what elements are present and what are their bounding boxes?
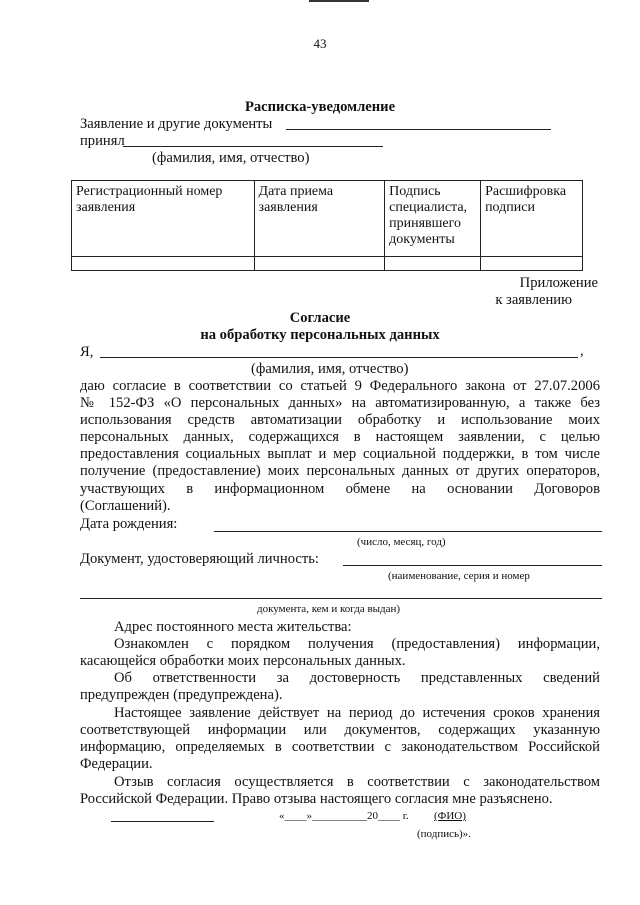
para-acquainted: касающейся обработки моих персональных данных. [80, 653, 406, 669]
id-document-line-2[interactable] [80, 598, 602, 599]
consent-i-label: Я, [80, 344, 94, 360]
consent-body-line: использования средств автоматизации обработку и использование моих [80, 412, 600, 428]
consent-body-line: получение (предоставление) моих персональных данных от других операторов, [80, 463, 600, 479]
cell-receive-date[interactable] [254, 257, 385, 271]
cell-reg-number[interactable] [72, 257, 255, 271]
cell-specialist-signature[interactable] [385, 257, 481, 271]
consent-body-line: персональных данных, содержащихся в настоящем заявлении, с целью [80, 429, 600, 445]
consent-fio-line[interactable] [100, 357, 578, 358]
para-validity: соответствующей информации или документов, содержащих указанную [80, 722, 600, 738]
dob-hint: (число, месяц, год) [357, 536, 446, 548]
consent-body-line: (Соглашений). [80, 498, 171, 514]
consent-body-line: предоставления социальных выплат и мер социальной поддержки, в том числе [80, 446, 600, 462]
para-revocation: Отзыв согласия осуществляется в соответствии с законодательством [114, 774, 600, 790]
header-reg-number: Регистрационный номер заявления [72, 181, 255, 257]
para-responsibility: Об ответственности за достоверность представленных сведений [114, 670, 600, 686]
signature-fio: (ФИО) [434, 810, 466, 822]
consent-fio-hint: (фамилия, имя, отчество) [251, 361, 409, 377]
registration-table [71, 180, 583, 271]
receipt-title: Расписка-уведомление [244, 99, 396, 115]
header-signature-decoding: Расшифровка подписи [481, 181, 583, 257]
consent-body-line: № 152-ФЗ «О персональных данных» на автоматизированную, а также без [80, 395, 600, 411]
receipt-accepted-line [123, 146, 383, 147]
header-receive-date: Дата приема заявления [254, 181, 385, 257]
consent-title: Согласие [289, 310, 351, 326]
dob-line[interactable] [214, 531, 602, 532]
top-rule [309, 0, 369, 2]
para-validity: Федерации. [80, 756, 153, 772]
appendix-line2: к заявлению [495, 292, 572, 308]
receipt-documents-line [286, 129, 551, 130]
signature-date: «____»__________20____ г. [279, 810, 409, 822]
signature-caption: (подпись)». [417, 828, 471, 840]
appendix-line1: Приложение [519, 275, 598, 291]
address-label: Адрес постоянного места жительства: [114, 619, 352, 635]
para-validity: информацию, определяемых в соответствии с законодательством Российской [80, 739, 600, 755]
consent-body-line: даю согласие в соответствии со статьей 9 Федерального закона от 27.07.2006 [80, 378, 600, 394]
dob-label: Дата рождения: [80, 516, 178, 532]
para-validity: Настоящее заявление действует на период до истечения сроков хранения [114, 705, 600, 721]
consent-subtitle: на обработку персональных данных [200, 327, 440, 343]
id-document-label: Документ, удостоверяющий личность: [80, 551, 319, 567]
receipt-accepted-label: принял [80, 133, 125, 149]
para-acquainted: Ознакомлен с порядком получения (предоставления) информации, [114, 636, 600, 652]
page-number: 43 [313, 36, 327, 51]
cell-signature-decoding[interactable] [481, 257, 583, 271]
signature-line[interactable] [111, 821, 214, 822]
consent-i-comma: , [580, 343, 584, 359]
receipt-fio-hint: (фамилия, имя, отчество) [152, 150, 310, 166]
consent-body-line: участвующих в информационном обмене на основании Договоров [80, 481, 600, 497]
id-document-line[interactable] [343, 565, 602, 566]
id-document-hint: (наименование, серия и номер [388, 570, 530, 582]
para-revocation: Российской Федерации. Право отзыва настоящего согласия мне разъяснено. [80, 791, 553, 807]
receipt-documents-label: Заявление и другие документы [80, 116, 273, 132]
para-responsibility: предупрежден (предупреждена). [80, 687, 283, 703]
header-specialist-signature: Подпись специалиста, принявшего документы [385, 181, 481, 257]
id-document-hint-2: документа, кем и когда выдан) [257, 603, 401, 615]
